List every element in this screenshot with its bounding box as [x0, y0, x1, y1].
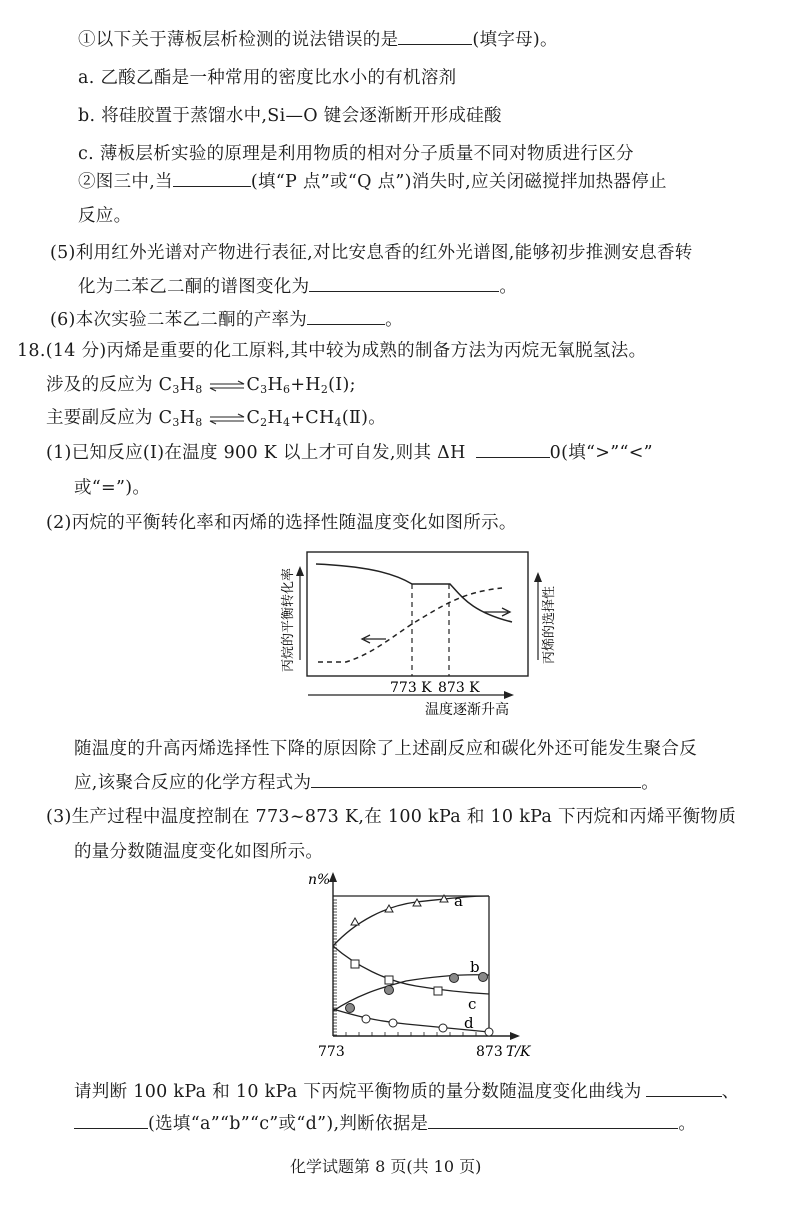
- question-18-1: (1)已知反应(Ⅰ)在温度 900 K 以上才可自发,则其 ΔH 0(填“>”“<”: [46, 443, 653, 463]
- question-18-3-d: (选填“a”“b”“c”或“d”),判断依据是 。: [74, 1112, 696, 1135]
- reaction-2: 主要副反应为 $C_3H_8$ $C_2H_4+CH_4(Ⅱ)$。: [46, 408, 387, 429]
- page-footer: 化学试题第 8 页(共 10 页): [290, 1157, 482, 1176]
- question-18-2: (2)丙烷的平衡转化率和丙烯的选择性随温度变化如图所示。: [46, 513, 517, 533]
- series-label-c: c: [468, 995, 477, 1013]
- answer-blank[interactable]: [307, 308, 385, 325]
- question-18-3: (3)生产过程中温度控制在 773~873 K,在 100 kPa 和 10 kPa 下丙烷和丙烯平衡物质: [46, 807, 737, 827]
- x-tick-873: 873: [476, 1044, 503, 1060]
- series-label-a: a: [454, 892, 463, 910]
- question-18-3-c: 请判断 100 kPa 和 10 kPa 下丙烷平衡物质的量分数随温度变化曲线为 、: [74, 1082, 740, 1102]
- answer-blank[interactable]: [173, 170, 251, 187]
- arrow-right-icon: [504, 691, 514, 699]
- x-axis-label: T/K: [506, 1044, 531, 1060]
- marker-square-c: [351, 960, 359, 968]
- equilibrium-arrow-icon: [208, 381, 246, 391]
- marker-triangle-a: [385, 905, 393, 912]
- question-5-cont: 化为二苯乙二酮的谱图变化为 。: [78, 277, 518, 297]
- arrow-up-icon: [296, 566, 304, 576]
- marker-circle-d: [362, 1015, 370, 1023]
- figure-mole-fraction: [296, 866, 536, 1066]
- x-tick-773: 773: [318, 1044, 345, 1060]
- plot-frame: [307, 552, 528, 676]
- question-5: (5)利用红外光谱对产物进行表征,对比安息香的红外光谱图,能够初步推测安息香转: [50, 243, 693, 263]
- answer-blank[interactable]: [311, 771, 641, 788]
- question-18-1-cont: 或“=”)。: [74, 478, 151, 498]
- answer-blank[interactable]: [428, 1112, 678, 1129]
- tick-label-873: 873 K: [438, 680, 480, 696]
- marker-circle-d: [485, 1028, 493, 1036]
- reaction-1: 涉及的反应为 $C_3H_8$ $C_3H_6+H_2(Ⅰ)$;: [46, 375, 356, 396]
- series-conversion: [318, 588, 502, 662]
- question-4-1: ①以下关于薄板层析检测的说法错误的是 (填字母)。: [78, 30, 558, 50]
- arrow-right-icon: [510, 1032, 520, 1040]
- arrow-up-icon: [534, 572, 542, 582]
- question-18-2-b: 应,该聚合反应的化学方程式为 。: [74, 773, 660, 793]
- marker-dotcircle-b: [346, 1004, 355, 1013]
- marker-square-c: [385, 976, 393, 984]
- marker-dotcircle-b: [385, 986, 394, 995]
- question-18-title: 18.(14 分)丙烯是重要的化工原料,其中较为成熟的制备方法为丙烷无氧脱氢法。: [17, 341, 647, 361]
- option-b: b. 将硅胶置于蒸馏水中,Si—O 键会逐渐断开形成硅酸: [78, 106, 502, 126]
- marker-circle-d: [439, 1024, 447, 1032]
- question-6: (6)本次实验二苯乙二酮的产率为 。: [50, 310, 403, 330]
- equilibrium-arrow-icon: [208, 414, 246, 424]
- tick-label-773: 773 K: [390, 680, 432, 696]
- marker-circle-d: [389, 1019, 397, 1027]
- right-axis-label: 丙烯的选择性: [542, 585, 557, 664]
- question-18-2-a: 随温度的升高丙烯选择性下降的原因除了上述副反应和碳化外还可能发生聚合反: [74, 739, 697, 759]
- answer-blank[interactable]: [476, 441, 550, 458]
- question-4-2: ②图三中,当 (填“P 点”或“Q 点”)消失时,应关闭磁搅拌加热器停止: [78, 172, 667, 192]
- left-axis-label: 丙烷的平衡转化率: [281, 567, 296, 672]
- option-c: c. 薄板层析实验的原理是利用物质的相对分子质量不同对物质进行区分: [78, 144, 634, 164]
- answer-blank[interactable]: [646, 1080, 722, 1097]
- marker-dotcircle-b: [479, 973, 488, 982]
- answer-blank[interactable]: [74, 1112, 148, 1129]
- question-4-2-cont: 反应。: [78, 206, 132, 226]
- series-label-d: d: [464, 1014, 474, 1032]
- series-selectivity: [316, 564, 512, 622]
- y-axis-label: n%: [308, 872, 331, 888]
- figure-conversion-selectivity: [262, 542, 557, 726]
- x-axis-label: 温度逐渐升高: [425, 702, 509, 718]
- question-18-3-cont: 的量分数随温度变化如图所示。: [74, 842, 324, 862]
- marker-square-c: [434, 987, 442, 995]
- marker-triangle-a: [351, 918, 359, 925]
- curve-c: [333, 946, 489, 994]
- option-a: a. 乙酸乙酯是一种常用的密度比水小的有机溶剂: [78, 68, 457, 88]
- answer-blank[interactable]: [309, 275, 499, 292]
- answer-blank[interactable]: [398, 28, 472, 45]
- series-label-b: b: [470, 958, 480, 976]
- marker-dotcircle-b: [450, 974, 459, 983]
